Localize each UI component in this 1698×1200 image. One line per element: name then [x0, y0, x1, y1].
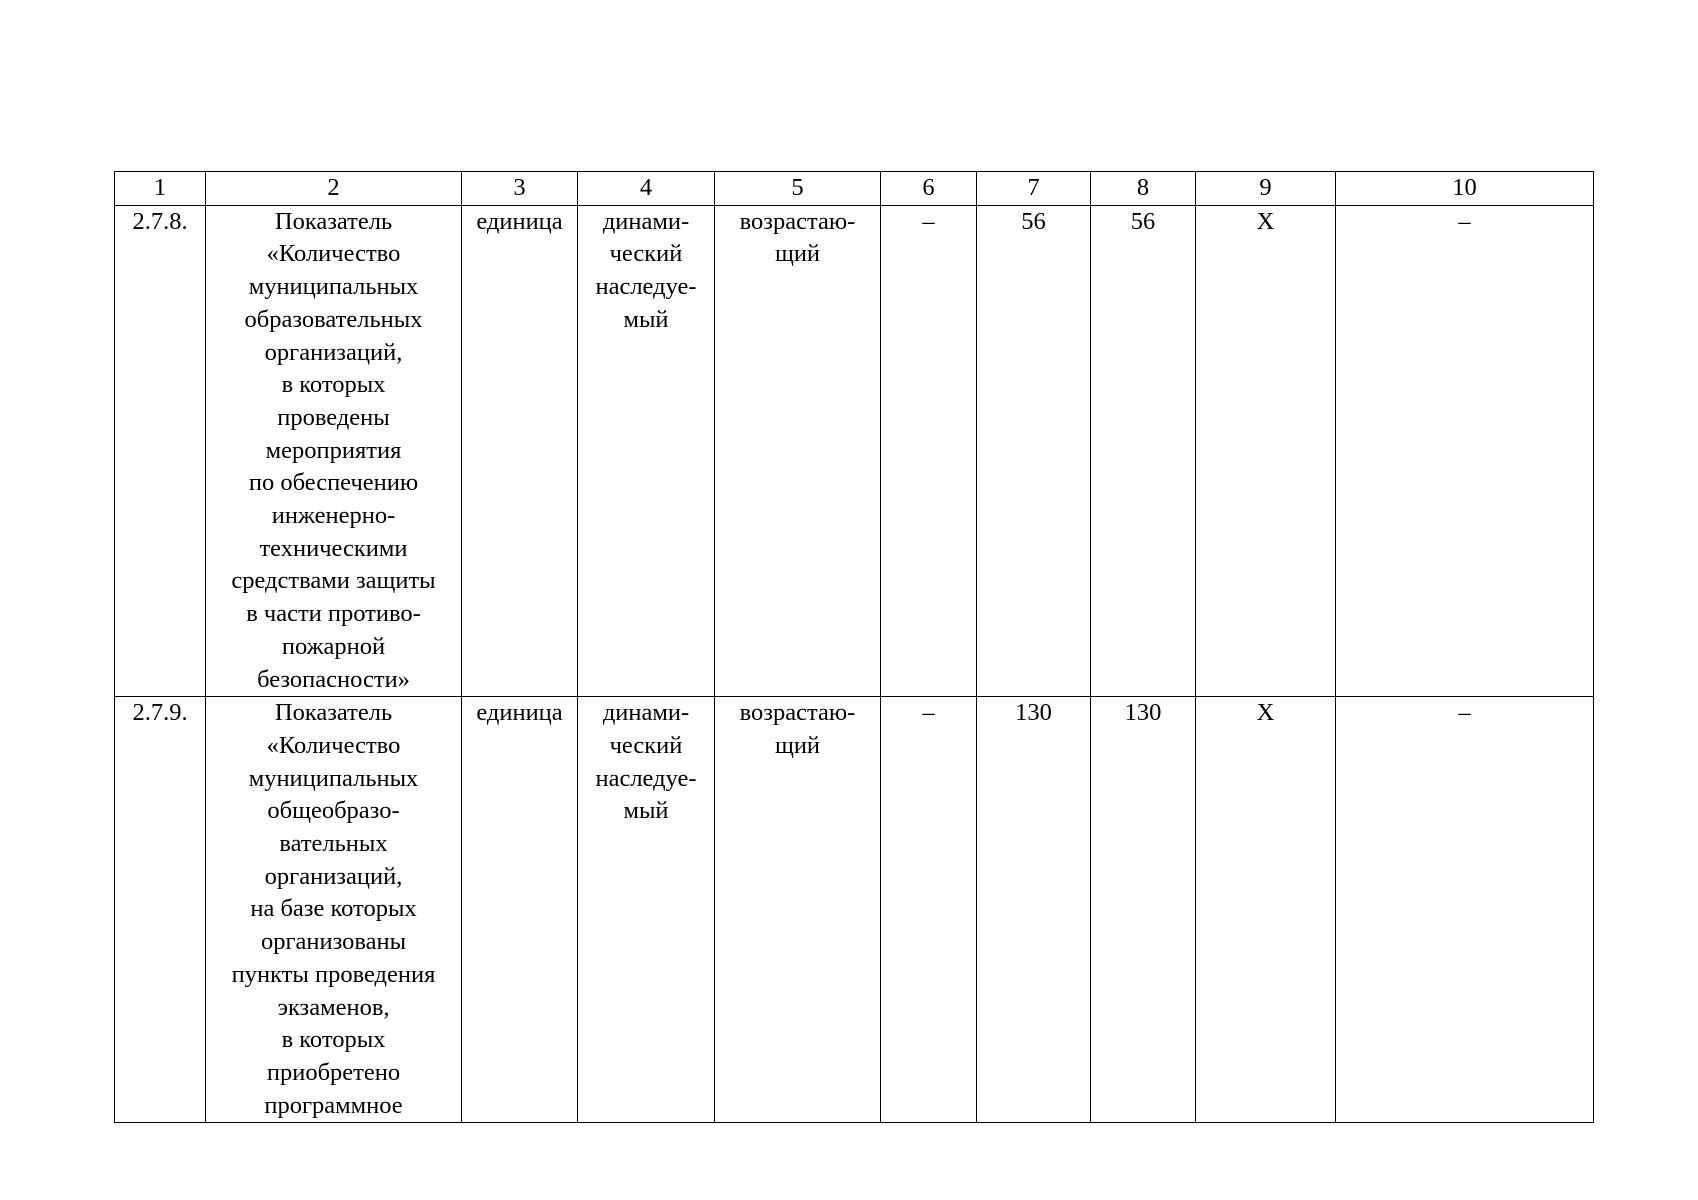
col10-cell: – — [1336, 697, 1594, 1123]
name-line: по обеспечению — [248, 469, 419, 497]
header-cell-3: 3 — [462, 172, 578, 206]
header-row — [115, 172, 1594, 206]
row-number: 2.7.9. — [115, 697, 206, 1123]
trend-line: щий — [774, 731, 821, 759]
name-line: пункты проведения — [231, 960, 436, 988]
name-line: Показатель — [274, 699, 393, 727]
name-line: экзаменов, — [277, 993, 390, 1021]
name-line: проведены — [277, 403, 390, 431]
col8-cell: 130 — [1091, 697, 1196, 1123]
name-line: инженерно- — [271, 502, 396, 530]
table-row — [115, 205, 1594, 697]
type-line: ческий — [609, 240, 683, 268]
col6-cell: – — [881, 697, 977, 1123]
indicator-name — [206, 205, 462, 697]
indicator-trend — [715, 205, 881, 697]
name-line: в которых — [281, 371, 386, 399]
table-row — [115, 697, 1594, 1123]
indicator-name — [206, 697, 462, 1123]
name-line: «Количество — [266, 240, 401, 268]
indicator-trend — [715, 697, 881, 1123]
indicator-type — [578, 697, 715, 1123]
name-line: пожарной — [281, 632, 386, 660]
header-cell-9: 9 — [1196, 172, 1336, 206]
col9-cell: X — [1196, 205, 1336, 697]
header-cell-2: 2 — [206, 172, 462, 206]
type-line: динами- — [602, 699, 690, 727]
type-line: наследуе- — [595, 273, 697, 301]
indicators-table — [114, 171, 1594, 1123]
unit-cell: единица — [462, 697, 578, 1123]
type-line: динами- — [602, 207, 690, 235]
name-line: средствами защиты — [231, 567, 436, 595]
header-cell-6: 6 — [881, 172, 977, 206]
name-line: общеобразо- — [267, 797, 400, 825]
name-line: приобретено — [266, 1058, 401, 1086]
type-line: мый — [623, 797, 669, 825]
trend-line: возрастаю- — [739, 699, 856, 727]
name-line: организаций, — [264, 338, 403, 366]
name-line: в части противо- — [246, 600, 421, 628]
row-number: 2.7.8. — [115, 205, 206, 697]
name-line: муниципальных — [248, 764, 419, 792]
col9-cell: X — [1196, 697, 1336, 1123]
header-cell-7: 7 — [977, 172, 1091, 206]
header-cell-5: 5 — [715, 172, 881, 206]
name-line: образовательных — [244, 305, 423, 333]
type-line: наследуе- — [595, 764, 697, 792]
header-cell-4: 4 — [578, 172, 715, 206]
name-line: организаций, — [264, 862, 403, 890]
name-line: на базе которых — [250, 895, 417, 923]
type-line: мый — [623, 305, 669, 333]
col10-cell: – — [1336, 205, 1594, 697]
name-line: мероприятия — [265, 436, 402, 464]
unit-cell: единица — [462, 205, 578, 697]
name-line: Показатель — [274, 207, 393, 235]
col7-cell: 130 — [977, 697, 1091, 1123]
trend-line: возрастаю- — [739, 207, 856, 235]
name-line: техническими — [259, 534, 408, 562]
header-cell-1: 1 — [115, 172, 206, 206]
name-line: в которых — [281, 1026, 386, 1054]
name-line: вательных — [279, 830, 388, 858]
name-line: организованы — [260, 928, 407, 956]
indicator-type — [578, 205, 715, 697]
name-line: муниципальных — [248, 273, 419, 301]
col6-cell: – — [881, 205, 977, 697]
header-cell-8: 8 — [1091, 172, 1196, 206]
header-cell-10: 10 — [1336, 172, 1594, 206]
col7-cell: 56 — [977, 205, 1091, 697]
name-line: безопасности» — [257, 665, 410, 693]
type-line: ческий — [609, 731, 683, 759]
name-line: «Количество — [266, 731, 401, 759]
trend-line: щий — [774, 240, 821, 268]
name-line: программное — [264, 1091, 403, 1119]
col8-cell: 56 — [1091, 205, 1196, 697]
